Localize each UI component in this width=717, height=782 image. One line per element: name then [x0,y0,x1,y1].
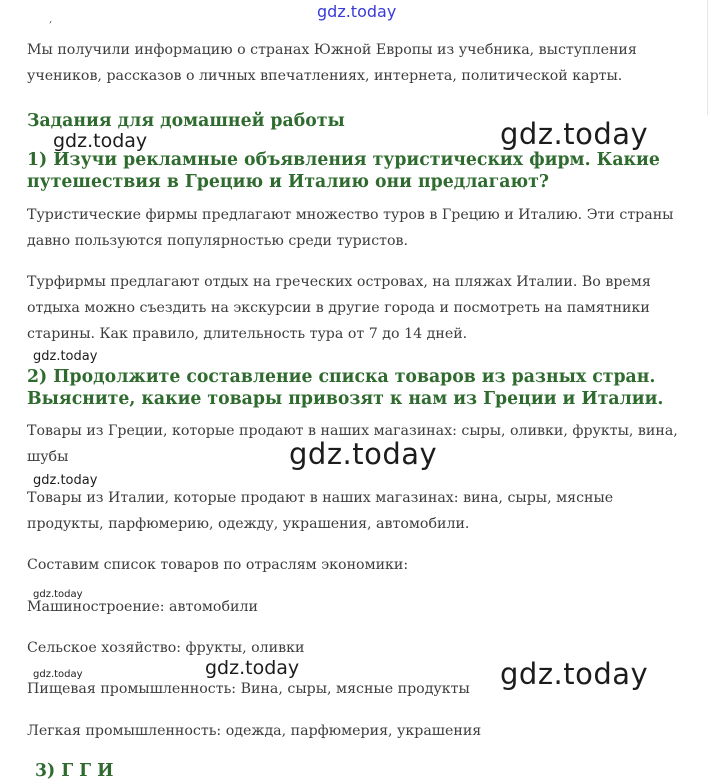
food-industry-line: Пищевая промышленность: Вина, сыры, мясные продукты [27,681,470,697]
watermark: gdz.today [53,130,148,152]
agriculture-line: Сельское хозяйство: фрукты, оливки [27,640,305,656]
question-1-answer-paragraph-2: Турфирмы предлагают отдых на греческих островах, на пляжах Италии. Во время отдыха можно съездить на экскурсии в другие города и посмотреть на памятники старины. Как правило, длительность тура от 7 до 14 дней. [27,274,651,342]
watermark-top: gdz.today [317,2,397,21]
question-1-answer-paragraph-1: Туристические фирмы предлагают множество туров в Грецию и Италию. Эти страны давно пользуются популярностью среди туристов. [27,207,674,249]
homework-section-title: Задания для домашней работы [27,111,345,131]
next-question-heading-cut: 3) Г Г И [35,761,114,781]
machinery-line: Машиностроение: автомобили [27,599,258,615]
light-industry-line: Легкая промышленность: одежда, парфюмерия, украшения [27,723,482,739]
list-intro-paragraph: Составим список товаров по отраслям экономики: [27,557,409,573]
watermark: gdz.today [33,589,83,600]
watermark: gdz.today [33,349,98,364]
page-edge-rule [707,0,708,115]
watermark: gdz.today [500,117,649,151]
watermark: gdz.today [205,657,300,679]
watermark: gdz.today [33,669,83,680]
greece-goods-paragraph: Товары из Греции, которые продают в наших магазинах: сыры, оливки, фрукты, вина, шубы [27,423,678,465]
top-stray-mark: ‚ [49,14,53,25]
intro-paragraph: Мы получили информацию о странах Южной Европы из учебника, выступления учеников, рассказов о личных впечатлениях, интернета, политической карты. [27,42,637,84]
watermark: gdz.today [500,657,649,691]
watermark: gdz.today [33,473,98,488]
question-1-title: 1) Изучи рекламные объявления туристических фирм. Какие путешествия в Грецию и Италию они предлагают? [27,150,660,192]
watermark: gdz.today [289,437,438,471]
italy-goods-paragraph: Товары из Италии, которые продают в наших магазинах: вина, сыры, мясные продукты, парфюмерию, одежду, украшения, автомобили. [27,490,614,532]
question-2-title: 2) Продолжите составление списка товаров из разных стран. Выясните, какие товары привозят к нам из Греции и Италии. [27,367,664,409]
